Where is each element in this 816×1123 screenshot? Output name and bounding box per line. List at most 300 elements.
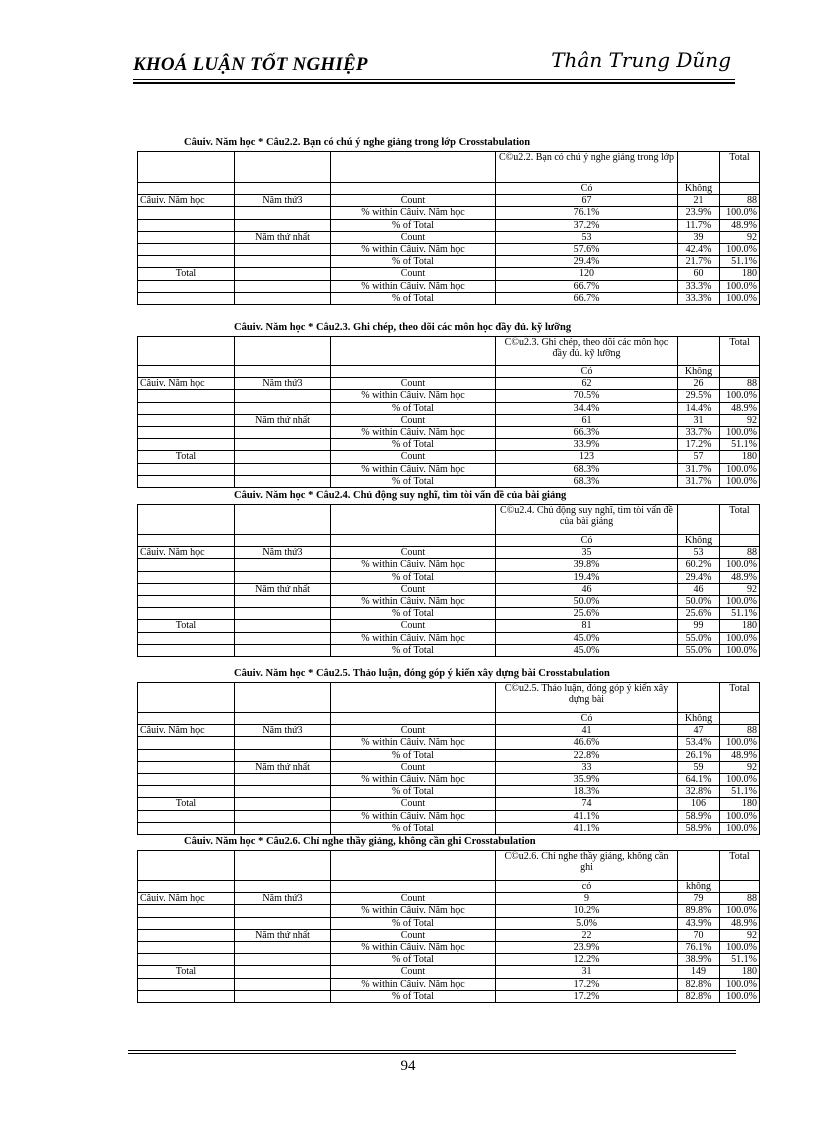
answer-header: Không bbox=[678, 183, 720, 195]
row-group-label bbox=[138, 583, 235, 595]
empty-cell bbox=[235, 152, 331, 183]
table-row bbox=[138, 378, 760, 390]
row-group-label bbox=[138, 596, 235, 608]
statistic-label: % within Câuiv. Năm học bbox=[331, 810, 496, 822]
row-sublabel bbox=[235, 954, 331, 966]
table-row bbox=[138, 966, 760, 978]
empty-cell bbox=[138, 881, 235, 893]
statistic-label: % within Câuiv. Năm học bbox=[331, 632, 496, 644]
row-group-label bbox=[138, 292, 235, 304]
statistic-label: % of Total bbox=[331, 256, 496, 268]
question-header: C©u2.4. Chủ động suy nghĩ, tìm tòi vấn đề của bài giảng bbox=[496, 505, 678, 535]
total-cell: 48.9% bbox=[720, 219, 760, 231]
total-cell: 48.9% bbox=[720, 749, 760, 761]
table-row bbox=[138, 427, 760, 439]
total-cell: 51.1% bbox=[720, 439, 760, 451]
row-group-label bbox=[138, 942, 235, 954]
row-sublabel bbox=[235, 786, 331, 798]
empty-cell bbox=[138, 505, 235, 535]
row-sublabel bbox=[235, 402, 331, 414]
row-group-label bbox=[138, 559, 235, 571]
empty-cell bbox=[331, 183, 496, 195]
empty-cell bbox=[138, 337, 235, 366]
statistic-label: % of Total bbox=[331, 822, 496, 834]
statistic-label: % of Total bbox=[331, 292, 496, 304]
crosstab-table bbox=[137, 336, 760, 488]
statistic-label: Count bbox=[331, 929, 496, 941]
value-cell: 26.1% bbox=[678, 749, 720, 761]
value-cell: 5.0% bbox=[496, 917, 678, 929]
row-sublabel bbox=[235, 439, 331, 451]
empty-cell bbox=[331, 535, 496, 547]
row-group-label bbox=[138, 571, 235, 583]
value-cell: 31 bbox=[496, 966, 678, 978]
table-header-row bbox=[138, 183, 760, 195]
answer-header: Không bbox=[678, 713, 720, 725]
row-group-label bbox=[138, 219, 235, 231]
value-cell: 10.2% bbox=[496, 905, 678, 917]
row-group-label: Total bbox=[138, 966, 235, 978]
table-row bbox=[138, 786, 760, 798]
row-group-label bbox=[138, 978, 235, 990]
row-group-label bbox=[138, 990, 235, 1002]
row-group-label: Câuiv. Năm học bbox=[138, 195, 235, 207]
row-sublabel bbox=[235, 559, 331, 571]
value-cell: 21.7% bbox=[678, 256, 720, 268]
value-cell: 89.8% bbox=[678, 905, 720, 917]
statistic-label: Count bbox=[331, 798, 496, 810]
value-cell: 21 bbox=[678, 195, 720, 207]
table-row bbox=[138, 475, 760, 487]
row-group-label bbox=[138, 954, 235, 966]
row-group-label: Total bbox=[138, 268, 235, 280]
total-cell: 100.0% bbox=[720, 390, 760, 402]
row-group-label bbox=[138, 280, 235, 292]
row-sublabel bbox=[235, 942, 331, 954]
empty-cell bbox=[235, 881, 331, 893]
table-row bbox=[138, 596, 760, 608]
value-cell: 67 bbox=[496, 195, 678, 207]
total-cell: 100.0% bbox=[720, 244, 760, 256]
empty-cell bbox=[138, 183, 235, 195]
row-group-label bbox=[138, 463, 235, 475]
row-group-label bbox=[138, 822, 235, 834]
value-cell: 33.9% bbox=[496, 439, 678, 451]
row-sublabel: Năm thứ nhất bbox=[235, 414, 331, 426]
answer-header: Có bbox=[496, 713, 678, 725]
row-sublabel bbox=[235, 608, 331, 620]
value-cell: 34.4% bbox=[496, 402, 678, 414]
total-cell: 100.0% bbox=[720, 559, 760, 571]
value-cell: 9 bbox=[496, 893, 678, 905]
empty-cell bbox=[235, 183, 331, 195]
total-cell: 100.0% bbox=[720, 905, 760, 917]
table-row bbox=[138, 583, 760, 595]
statistic-label: % within Câuiv. Năm học bbox=[331, 244, 496, 256]
value-cell: 41.1% bbox=[496, 810, 678, 822]
value-cell: 50.0% bbox=[496, 596, 678, 608]
empty-cell bbox=[331, 366, 496, 378]
table-row bbox=[138, 929, 760, 941]
value-cell: 82.8% bbox=[678, 990, 720, 1002]
statistic-label: Count bbox=[331, 966, 496, 978]
statistic-label: % of Total bbox=[331, 990, 496, 1002]
value-cell: 19.4% bbox=[496, 571, 678, 583]
row-group-label: Câuiv. Năm học bbox=[138, 725, 235, 737]
empty-cell bbox=[331, 713, 496, 725]
value-cell: 59 bbox=[678, 761, 720, 773]
value-cell: 123 bbox=[496, 451, 678, 463]
table-row bbox=[138, 942, 760, 954]
value-cell: 39.8% bbox=[496, 559, 678, 571]
total-cell: 51.1% bbox=[720, 608, 760, 620]
table-title: Câuiv. Năm học * Câu2.4. Chủ động suy nghĩ, tìm tòi vấn đề của bài giảng bbox=[234, 490, 567, 501]
value-cell: 66.7% bbox=[496, 280, 678, 292]
table-row bbox=[138, 798, 760, 810]
row-sublabel bbox=[235, 644, 331, 656]
empty-cell bbox=[138, 152, 235, 183]
total-cell: 180 bbox=[720, 798, 760, 810]
empty-cell bbox=[138, 851, 235, 881]
row-sublabel: Năm thứ3 bbox=[235, 893, 331, 905]
value-cell: 68.3% bbox=[496, 463, 678, 475]
row-sublabel bbox=[235, 244, 331, 256]
table-header-row bbox=[138, 851, 760, 881]
row-sublabel bbox=[235, 620, 331, 632]
value-cell: 31.7% bbox=[678, 463, 720, 475]
row-group-label bbox=[138, 207, 235, 219]
value-cell: 32.8% bbox=[678, 786, 720, 798]
value-cell: 64.1% bbox=[678, 774, 720, 786]
value-cell: 29.4% bbox=[496, 256, 678, 268]
table-title: Câuiv. Năm học * Câu2.3. Ghi chép, theo dõi các môn học đầy đủ. kỹ lưỡng bbox=[234, 322, 572, 333]
row-group-label bbox=[138, 231, 235, 243]
value-cell: 70.5% bbox=[496, 390, 678, 402]
statistic-label: Count bbox=[331, 893, 496, 905]
table-row bbox=[138, 810, 760, 822]
row-sublabel bbox=[235, 256, 331, 268]
table-row bbox=[138, 390, 760, 402]
total-header: Total bbox=[720, 337, 760, 366]
crosstab-table bbox=[137, 504, 760, 657]
value-cell: 41.1% bbox=[496, 822, 678, 834]
total-cell: 100.0% bbox=[720, 596, 760, 608]
table-row bbox=[138, 571, 760, 583]
value-cell: 99 bbox=[678, 620, 720, 632]
value-cell: 120 bbox=[496, 268, 678, 280]
statistic-label: % within Câuiv. Năm học bbox=[331, 207, 496, 219]
statistic-label: % of Total bbox=[331, 917, 496, 929]
value-cell: 22 bbox=[496, 929, 678, 941]
statistic-label: Count bbox=[331, 761, 496, 773]
value-cell: 60.2% bbox=[678, 559, 720, 571]
statistic-label: % of Total bbox=[331, 644, 496, 656]
value-cell: 37.2% bbox=[496, 219, 678, 231]
total-cell: 100.0% bbox=[720, 644, 760, 656]
table-row bbox=[138, 954, 760, 966]
row-sublabel bbox=[235, 207, 331, 219]
statistic-label: Count bbox=[331, 414, 496, 426]
row-sublabel: Năm thứ nhất bbox=[235, 761, 331, 773]
value-cell: 58.9% bbox=[678, 822, 720, 834]
empty-cell bbox=[678, 152, 720, 183]
table-row bbox=[138, 292, 760, 304]
value-cell: 55.0% bbox=[678, 644, 720, 656]
statistic-label: % of Total bbox=[331, 475, 496, 487]
statistic-label: Count bbox=[331, 547, 496, 559]
empty-cell bbox=[720, 535, 760, 547]
row-group-label: Câuiv. Năm học bbox=[138, 893, 235, 905]
row-sublabel bbox=[235, 596, 331, 608]
empty-cell bbox=[235, 366, 331, 378]
empty-cell bbox=[720, 713, 760, 725]
value-cell: 66.3% bbox=[496, 427, 678, 439]
value-cell: 42.4% bbox=[678, 244, 720, 256]
total-header: Total bbox=[720, 851, 760, 881]
row-group-label: Câuiv. Năm học bbox=[138, 378, 235, 390]
value-cell: 106 bbox=[678, 798, 720, 810]
value-cell: 46 bbox=[678, 583, 720, 595]
statistic-label: Count bbox=[331, 620, 496, 632]
value-cell: 17.2% bbox=[496, 978, 678, 990]
row-sublabel bbox=[235, 427, 331, 439]
statistic-label: % of Total bbox=[331, 954, 496, 966]
row-group-label: Câuiv. Năm học bbox=[138, 547, 235, 559]
footer-rule bbox=[128, 1050, 736, 1051]
total-cell: 100.0% bbox=[720, 774, 760, 786]
value-cell: 41 bbox=[496, 725, 678, 737]
value-cell: 11.7% bbox=[678, 219, 720, 231]
value-cell: 79 bbox=[678, 893, 720, 905]
value-cell: 33.3% bbox=[678, 292, 720, 304]
table-row bbox=[138, 917, 760, 929]
answer-header: Có bbox=[496, 366, 678, 378]
question-header: C©u2.5. Thảo luận, đóng góp ý kiến xây dựng bài bbox=[496, 683, 678, 713]
statistic-label: % of Total bbox=[331, 219, 496, 231]
row-group-label bbox=[138, 737, 235, 749]
row-group-label bbox=[138, 608, 235, 620]
row-sublabel: Năm thứ nhất bbox=[235, 583, 331, 595]
total-cell: 88 bbox=[720, 893, 760, 905]
row-group-label bbox=[138, 244, 235, 256]
total-cell: 48.9% bbox=[720, 917, 760, 929]
value-cell: 33 bbox=[496, 761, 678, 773]
table-header-row bbox=[138, 535, 760, 547]
value-cell: 29.5% bbox=[678, 390, 720, 402]
empty-cell bbox=[235, 683, 331, 713]
row-sublabel bbox=[235, 966, 331, 978]
row-group-label bbox=[138, 774, 235, 786]
table-header-row bbox=[138, 366, 760, 378]
statistic-label: % within Câuiv. Năm học bbox=[331, 905, 496, 917]
answer-header: không bbox=[678, 881, 720, 893]
row-sublabel bbox=[235, 571, 331, 583]
table-row bbox=[138, 268, 760, 280]
statistic-label: % within Câuiv. Năm học bbox=[331, 978, 496, 990]
value-cell: 82.8% bbox=[678, 978, 720, 990]
statistic-label: Count bbox=[331, 231, 496, 243]
row-sublabel: Năm thứ3 bbox=[235, 195, 331, 207]
row-sublabel bbox=[235, 463, 331, 475]
row-group-label bbox=[138, 749, 235, 761]
empty-cell bbox=[720, 183, 760, 195]
question-header: C©u2.2. Bạn có chú ý nghe giảng trong lớp bbox=[496, 152, 678, 183]
row-group-label bbox=[138, 810, 235, 822]
empty-cell bbox=[678, 683, 720, 713]
total-cell: 88 bbox=[720, 547, 760, 559]
row-group-label bbox=[138, 402, 235, 414]
empty-cell bbox=[138, 713, 235, 725]
total-cell: 48.9% bbox=[720, 571, 760, 583]
row-sublabel bbox=[235, 390, 331, 402]
empty-cell bbox=[235, 713, 331, 725]
total-cell: 180 bbox=[720, 268, 760, 280]
table-row bbox=[138, 451, 760, 463]
statistic-label: % of Total bbox=[331, 608, 496, 620]
table-row bbox=[138, 990, 760, 1002]
table-title: Câuiv. Năm học * Câu2.6. Chỉ nghe thầy giảng, không cần ghi Crosstabulation bbox=[184, 836, 536, 847]
row-sublabel bbox=[235, 632, 331, 644]
statistic-label: % within Câuiv. Năm học bbox=[331, 737, 496, 749]
total-header: Total bbox=[720, 152, 760, 183]
empty-cell bbox=[720, 881, 760, 893]
value-cell: 33.3% bbox=[678, 280, 720, 292]
value-cell: 25.6% bbox=[496, 608, 678, 620]
row-group-label bbox=[138, 929, 235, 941]
value-cell: 31 bbox=[678, 414, 720, 426]
value-cell: 35.9% bbox=[496, 774, 678, 786]
table-row bbox=[138, 547, 760, 559]
question-header: C©u2.3. Ghi chép, theo dõi các môn học đầy đủ. kỹ lưỡng bbox=[496, 337, 678, 366]
value-cell: 57.6% bbox=[496, 244, 678, 256]
row-sublabel bbox=[235, 774, 331, 786]
table-row bbox=[138, 219, 760, 231]
total-cell: 100.0% bbox=[720, 292, 760, 304]
crosstab-table bbox=[137, 151, 760, 305]
value-cell: 29.4% bbox=[678, 571, 720, 583]
table-title: Câuiv. Năm học * Câu2.2. Bạn có chú ý nghe giảng trong lớp Crosstabulation bbox=[184, 137, 531, 148]
table-row bbox=[138, 463, 760, 475]
statistic-label: % within Câuiv. Năm học bbox=[331, 390, 496, 402]
total-cell: 100.0% bbox=[720, 978, 760, 990]
value-cell: 43.9% bbox=[678, 917, 720, 929]
value-cell: 23.9% bbox=[678, 207, 720, 219]
value-cell: 74 bbox=[496, 798, 678, 810]
statistic-label: % of Total bbox=[331, 786, 496, 798]
empty-cell bbox=[331, 152, 496, 183]
row-group-label bbox=[138, 475, 235, 487]
value-cell: 22.8% bbox=[496, 749, 678, 761]
table-header-row bbox=[138, 505, 760, 535]
row-sublabel bbox=[235, 749, 331, 761]
total-cell: 92 bbox=[720, 583, 760, 595]
value-cell: 45.0% bbox=[496, 644, 678, 656]
table-row bbox=[138, 439, 760, 451]
crosstab-table bbox=[137, 682, 760, 835]
value-cell: 18.3% bbox=[496, 786, 678, 798]
empty-cell bbox=[678, 337, 720, 366]
empty-cell bbox=[331, 683, 496, 713]
statistic-label: % of Total bbox=[331, 402, 496, 414]
row-sublabel bbox=[235, 280, 331, 292]
crosstab-table bbox=[137, 850, 760, 1003]
total-cell: 180 bbox=[720, 966, 760, 978]
statistic-label: % within Câuiv. Năm học bbox=[331, 463, 496, 475]
row-group-label bbox=[138, 256, 235, 268]
row-sublabel: Năm thứ3 bbox=[235, 378, 331, 390]
total-header: Total bbox=[720, 505, 760, 535]
table-row bbox=[138, 402, 760, 414]
total-cell: 92 bbox=[720, 231, 760, 243]
row-sublabel bbox=[235, 822, 331, 834]
statistic-label: % within Câuiv. Năm học bbox=[331, 559, 496, 571]
table-row bbox=[138, 559, 760, 571]
statistic-label: % of Total bbox=[331, 439, 496, 451]
table-row bbox=[138, 893, 760, 905]
value-cell: 26 bbox=[678, 378, 720, 390]
value-cell: 57 bbox=[678, 451, 720, 463]
empty-cell bbox=[331, 337, 496, 366]
value-cell: 17.2% bbox=[678, 439, 720, 451]
statistic-label: Count bbox=[331, 451, 496, 463]
empty-cell bbox=[678, 505, 720, 535]
table-row bbox=[138, 737, 760, 749]
row-group-label bbox=[138, 439, 235, 451]
header-rule bbox=[133, 82, 735, 84]
value-cell: 68.3% bbox=[496, 475, 678, 487]
value-cell: 53 bbox=[678, 547, 720, 559]
row-group-label bbox=[138, 786, 235, 798]
value-cell: 12.2% bbox=[496, 954, 678, 966]
table-title: Câuiv. Năm học * Câu2.5. Thảo luận, đóng góp ý kiến xây dựng bài Crosstabulation bbox=[234, 668, 610, 679]
empty-cell bbox=[235, 505, 331, 535]
value-cell: 50.0% bbox=[678, 596, 720, 608]
total-cell: 100.0% bbox=[720, 280, 760, 292]
table-row bbox=[138, 905, 760, 917]
table-header-row bbox=[138, 152, 760, 183]
value-cell: 76.1% bbox=[496, 207, 678, 219]
table-row bbox=[138, 644, 760, 656]
statistic-label: Count bbox=[331, 268, 496, 280]
total-cell: 51.1% bbox=[720, 786, 760, 798]
total-cell: 180 bbox=[720, 620, 760, 632]
table-row bbox=[138, 608, 760, 620]
value-cell: 61 bbox=[496, 414, 678, 426]
empty-cell bbox=[235, 337, 331, 366]
empty-cell bbox=[331, 881, 496, 893]
empty-cell bbox=[331, 851, 496, 881]
table-row bbox=[138, 195, 760, 207]
row-sublabel bbox=[235, 810, 331, 822]
table-row bbox=[138, 231, 760, 243]
answer-header: Không bbox=[678, 366, 720, 378]
row-sublabel bbox=[235, 292, 331, 304]
total-cell: 100.0% bbox=[720, 207, 760, 219]
table-row bbox=[138, 725, 760, 737]
statistic-label: % of Total bbox=[331, 749, 496, 761]
row-sublabel bbox=[235, 917, 331, 929]
value-cell: 76.1% bbox=[678, 942, 720, 954]
value-cell: 55.0% bbox=[678, 632, 720, 644]
table-row bbox=[138, 749, 760, 761]
statistic-label: Count bbox=[331, 583, 496, 595]
value-cell: 149 bbox=[678, 966, 720, 978]
table-row bbox=[138, 978, 760, 990]
value-cell: 33.7% bbox=[678, 427, 720, 439]
header-rule bbox=[133, 79, 735, 80]
row-group-label: Total bbox=[138, 620, 235, 632]
total-cell: 100.0% bbox=[720, 427, 760, 439]
